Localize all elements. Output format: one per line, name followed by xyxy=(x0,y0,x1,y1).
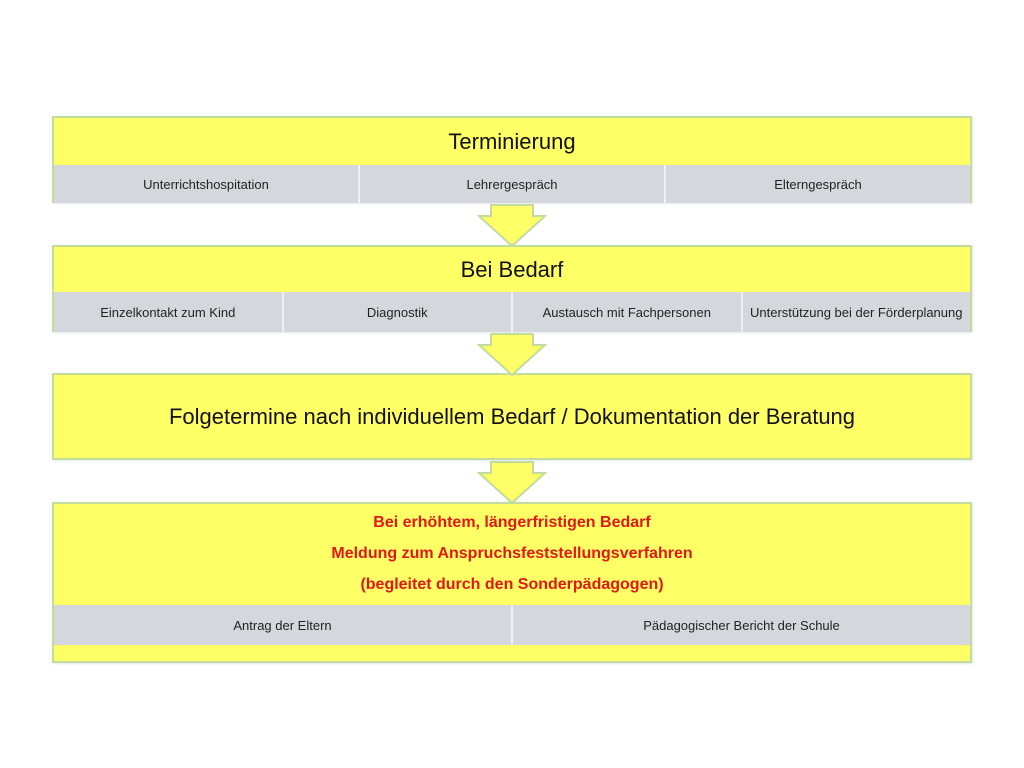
block-title-terminierung: Terminierung xyxy=(448,129,576,154)
item-bericht-schule: Pädagogischer Bericht der Schule xyxy=(513,605,970,645)
block-items-erhoehter-bedarf xyxy=(54,605,970,645)
item-austausch: Austausch mit Fachpersonen xyxy=(513,292,743,332)
flow-arrow-3 xyxy=(477,461,547,505)
block-title-bei-bedarf: Bei Bedarf xyxy=(460,257,564,282)
block-folgetermine xyxy=(52,373,972,460)
block-title-erhoehter-bedarf xyxy=(54,504,970,602)
block-terminierung xyxy=(52,116,972,203)
title-line-1: Bei erhöhtem, längerfristigen Bedarf xyxy=(373,513,651,531)
title-line-3: (begleitet durch den Sonderpädagogen) xyxy=(360,575,664,593)
item-unterrichtshospitation: Unterrichtshospitation xyxy=(54,165,360,203)
block-items-bei-bedarf xyxy=(54,292,970,332)
item-foerderplanung: Unterstützung bei der Förderplanung xyxy=(743,292,971,332)
flow-arrow-1 xyxy=(477,204,547,248)
item-antrag-eltern: Antrag der Eltern xyxy=(54,605,513,645)
block-title-folgetermine: Folgetermine nach individuellem Bedarf / Dokumentation der Beratung xyxy=(168,404,856,429)
block-bei-bedarf xyxy=(52,245,972,332)
title-line-2: Meldung zum Anspruchsfeststellungsverfahren xyxy=(331,544,693,562)
flow-arrow-2 xyxy=(477,333,547,377)
item-einzelkontakt: Einzelkontakt zum Kind xyxy=(54,292,284,332)
item-lehrergespraech: Lehrergespräch xyxy=(360,165,666,203)
item-diagnostik: Diagnostik xyxy=(284,292,514,332)
item-elterngespraech: Elterngespräch xyxy=(666,165,970,203)
block-erhoehter-bedarf xyxy=(52,502,972,663)
block-items-terminierung xyxy=(54,165,970,203)
